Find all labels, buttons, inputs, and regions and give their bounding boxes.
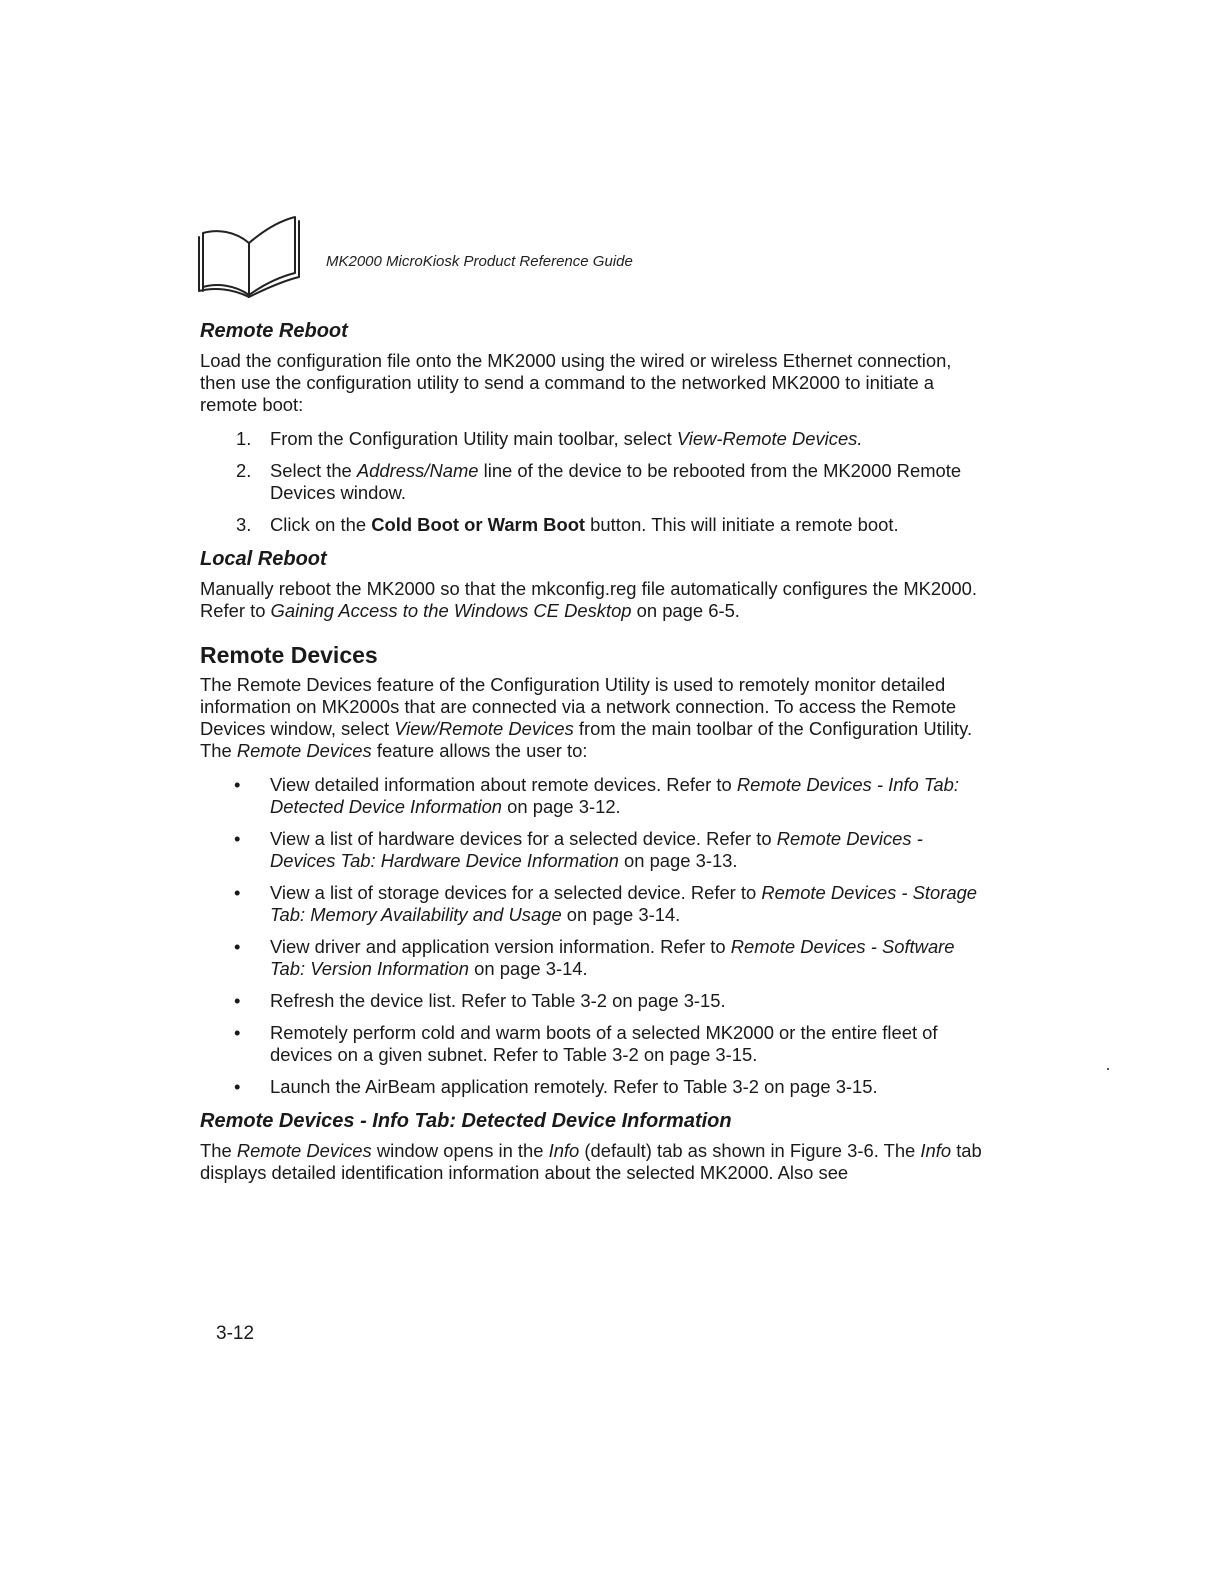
step-number: 1. [236,428,252,449]
open-book-icon [195,215,307,299]
cross-reference: Remote Devices - Info Tab: Detected Device Information [270,774,959,817]
remote-devices-heading: Remote Devices [200,642,378,668]
remote-reboot-intro: Load the configuration file onto the MK2000 using the wired or wireless Ethernet connection, then use the configuration utility to send a command to the networked MK2000 to initiate a remote boot: [200,350,952,415]
list-item: • View a list of storage devices for a selected device. Refer to Remote Devices - Storage Tab: Memory Availability and Usage on page 3-14. [234,882,978,925]
running-header: MK2000 MicroKiosk Product Reference Guide [326,253,633,270]
bullet-icon: • [234,990,241,1011]
local-reboot-paragraph: Manually reboot the MK2000 so that the mkconfig.reg file automatically configures the MK2000. Refer to Gaining Access to the Windows CE Desktop on page 6-5. [200,578,977,621]
list-item: • Refresh the device list. Refer to Table 3-2 on page 3-15. [234,990,726,1011]
bullet-icon: • [234,882,241,903]
info-tab-heading: Remote Devices - Info Tab: Detected Device Information [200,1110,732,1132]
page-number: 3-12 [216,1323,255,1344]
page-content [200,318,990,1190]
step-item: 2. Select the Address/Name line of the device to be rebooted from the MK2000 Remote Devices window. [236,460,962,503]
step-item: 1. From the Configuration Utility main toolbar, select View-Remote Devices. [236,428,863,449]
scan-speck [1107,1068,1109,1070]
list-item: • Remotely perform cold and warm boots of a selected MK2000 or the entire fleet of devices on a given subnet. Refer to Table 3-2 on page 3-15. [234,1022,938,1065]
remote-devices-intro: The Remote Devices feature of the Configuration Utility is used to remotely monitor detailed information on MK2000s that are connected via a network connection. To access the Remote Devices window, select View/Remote Devices from the main toolbar of the Configuration Utility. The Remote Devices feature allows the user to: [200,674,973,761]
cross-reference: Gaining Access to the Windows CE Desktop [270,600,632,621]
bullet-icon: • [234,774,241,795]
list-item: • View detailed information about remote devices. Refer to Remote Devices - Info Tab: Detected Device Information on page 3-12. [234,774,959,817]
info-tab-paragraph: The Remote Devices window opens in the Info (default) tab as shown in Figure 3-6. The Info tab displays detailed identification information about the selected MK2000. Also see [200,1140,982,1183]
bullet-icon: • [234,1022,241,1043]
list-item: • Launch the AirBeam application remotely. Refer to Table 3-2 on page 3-15. [234,1076,878,1097]
bullet-icon: • [234,936,241,957]
list-item: • View driver and application version information. Refer to Remote Devices - Software Tab: Version Information on page 3-14. [234,936,955,979]
list-item: • View a list of hardware devices for a selected device. Refer to Remote Devices - Devices Tab: Hardware Device Information on page 3-13. [234,828,923,871]
bullet-icon: • [234,1076,241,1097]
step-number: 3. [236,514,252,535]
remote-reboot-heading: Remote Reboot [200,320,348,342]
local-reboot-heading: Local Reboot [200,548,327,570]
remote-devices-features [200,774,990,1098]
cross-reference: Remote Devices - Storage Tab: Memory Availability and Usage [270,882,978,925]
bullet-icon: • [234,828,241,849]
cross-reference: Remote Devices - Software Tab: Version Information [270,936,955,979]
remote-reboot-steps [200,428,990,536]
cross-reference: Remote Devices - Devices Tab: Hardware Device Information [270,828,923,871]
step-item: 3. Click on the Cold Boot or Warm Boot button. This will initiate a remote boot. [236,514,899,535]
step-number: 2. [236,460,252,481]
